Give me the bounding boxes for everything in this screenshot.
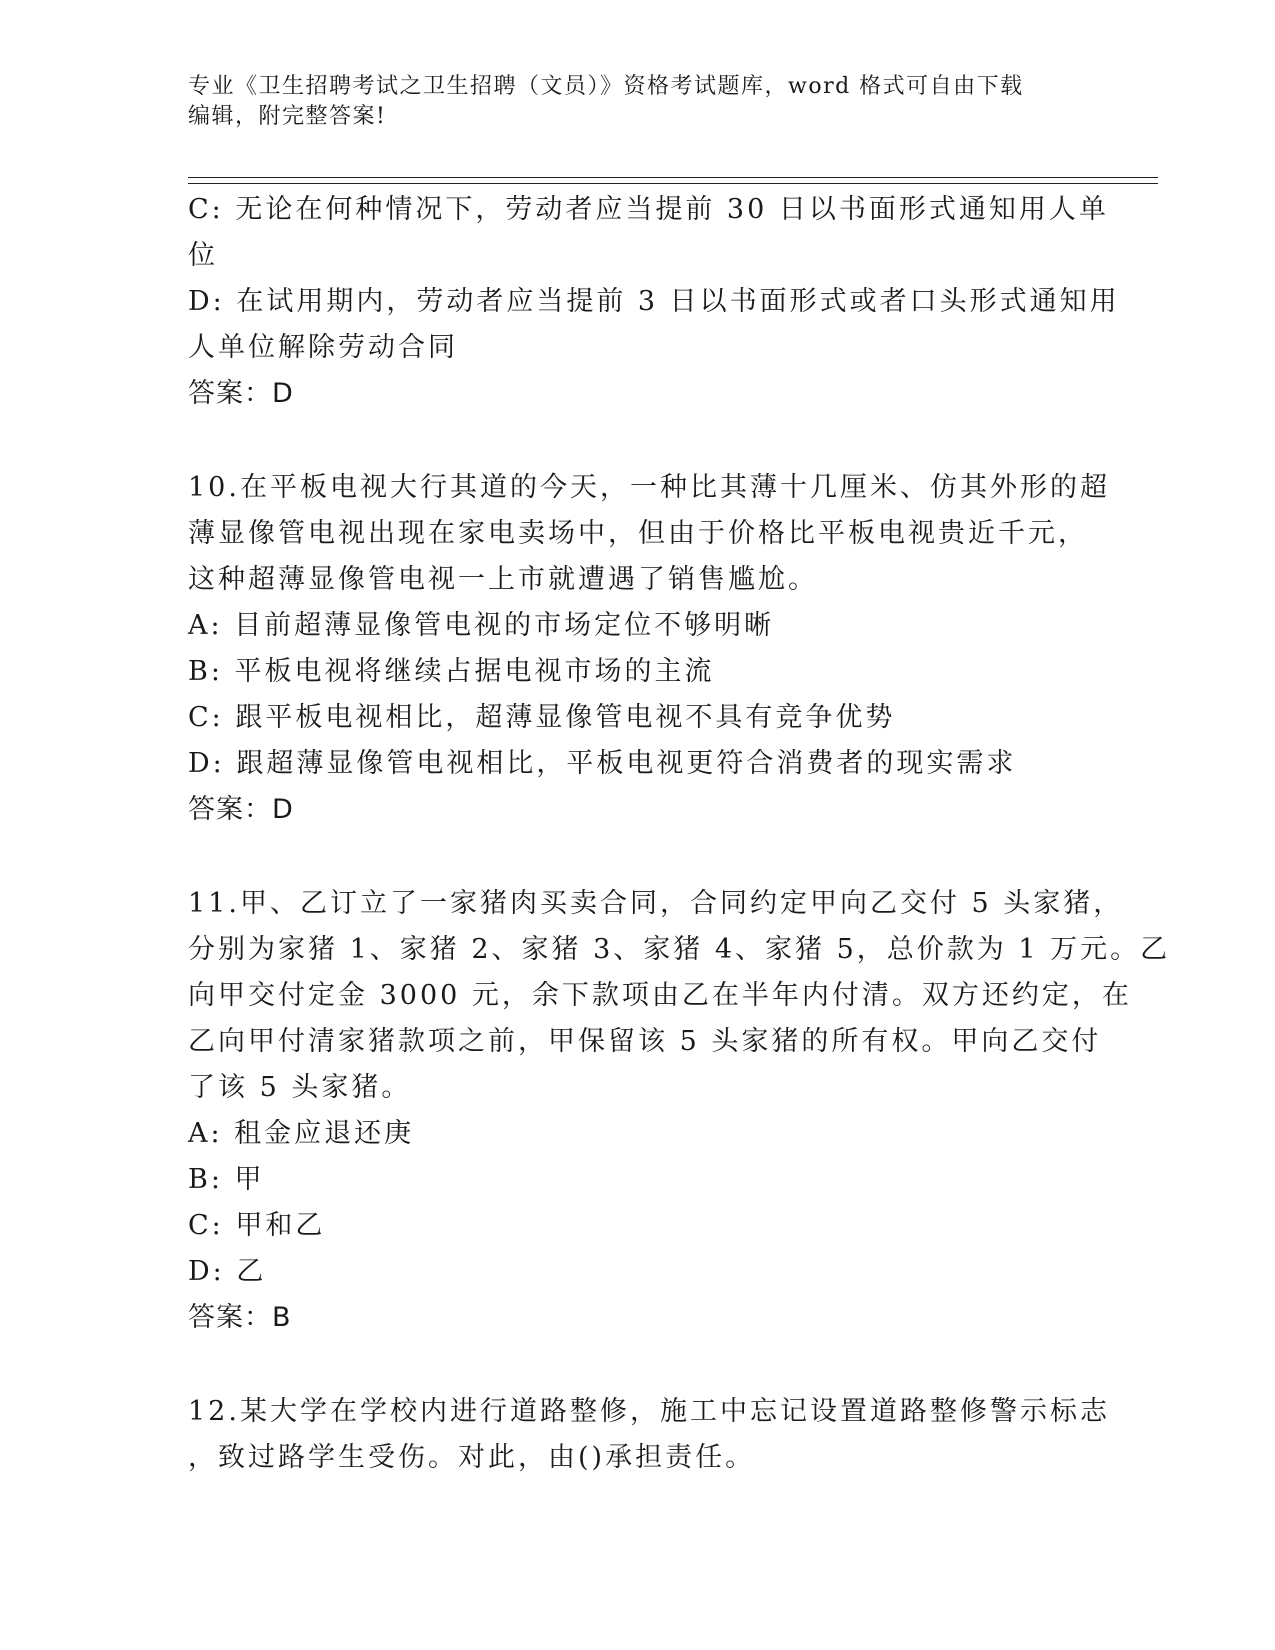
q10-option-d: D: 跟超薄显像管电视相比，平板电视更符合消费者的现实需求 [188,748,1017,779]
q9-option-c-line-2: 位 [188,240,218,271]
header-line-2: 编辑，附完整答案! [188,104,387,129]
spacer [188,833,1088,881]
q9-option-d-line-2: 人单位解除劳动合同 [188,332,458,363]
q10-option-a: A: 目前超薄显像管电视的市场定位不够明晰 [188,610,775,641]
document-body [188,187,1171,1481]
q10-stem-line-2: 薄显像管电视出现在家电卖场中，但由于价格比平板电视贵近千元， [188,518,1088,549]
q10-option-c: C: 跟平板电视相比，超薄显像管电视不具有竞争优势 [188,702,896,733]
header-line-1: 专业《卫生招聘考试之卫生招聘（文员）》资格考试题库，word 格式可自由下载 [188,74,1024,99]
question-11 [188,881,1171,1341]
q11-stem-line-3: 向甲交付定金 3000 元，余下款项由乙在半年内付清。双方还约定，在 [188,980,1132,1011]
q12-stem-line-1: 12.某大学在学校内进行道路整修，施工中忘记设置道路整修警示标志 [188,1396,1110,1427]
spacer [188,1341,1088,1389]
q11-stem-line-5: 了该 5 头家猪。 [188,1072,412,1103]
header-divider-top [188,177,1158,178]
q11-option-c: C: 甲和乙 [188,1210,326,1241]
q10-answer: 答案：D [188,794,294,825]
question-12 [188,1389,1110,1481]
q10-option-b: B: 平板电视将继续占据电视市场的主流 [188,656,715,687]
q12-stem-line-2: ，致过路学生受伤。对此，由()承担责任。 [188,1442,756,1473]
question-10 [188,465,1110,833]
q10-stem-line-3: 这种超薄显像管电视一上市就遭遇了销售尴尬。 [188,564,818,595]
header-divider-bottom [188,183,1158,184]
question-9-continued [188,187,1120,417]
q11-option-a: A: 租金应退还庚 [188,1118,415,1149]
q9-option-d-line-1: D: 在试用期内，劳动者应当提前 3 日以书面形式或者口头形式通知用 [188,286,1120,317]
q11-option-b: B: 甲 [188,1164,265,1195]
q11-answer: 答案：B [188,1302,292,1333]
page-header [188,72,1068,132]
q9-option-c-line-1: C: 无论在何种情况下，劳动者应当提前 30 日以书面形式通知用人单 [188,194,1109,225]
q11-stem-line-4: 乙向甲付清家猪款项之前，甲保留该 5 头家猪的所有权。甲向乙交付 [188,1026,1102,1057]
q11-option-d: D: 乙 [188,1256,267,1287]
q11-stem-line-1: 11.甲、乙订立了一家猪肉买卖合同，合同约定甲向乙交付 5 头家猪， [188,888,1124,919]
q10-stem-line-1: 10.在平板电视大行其道的今天，一种比其薄十几厘米、仿其外形的超 [188,472,1110,503]
q9-answer: 答案：D [188,378,294,409]
q11-stem-line-2: 分别为家猪 1、家猪 2、家猪 3、家猪 4、家猪 5，总价款为 1 万元。乙 [188,934,1171,965]
spacer [188,417,1088,465]
